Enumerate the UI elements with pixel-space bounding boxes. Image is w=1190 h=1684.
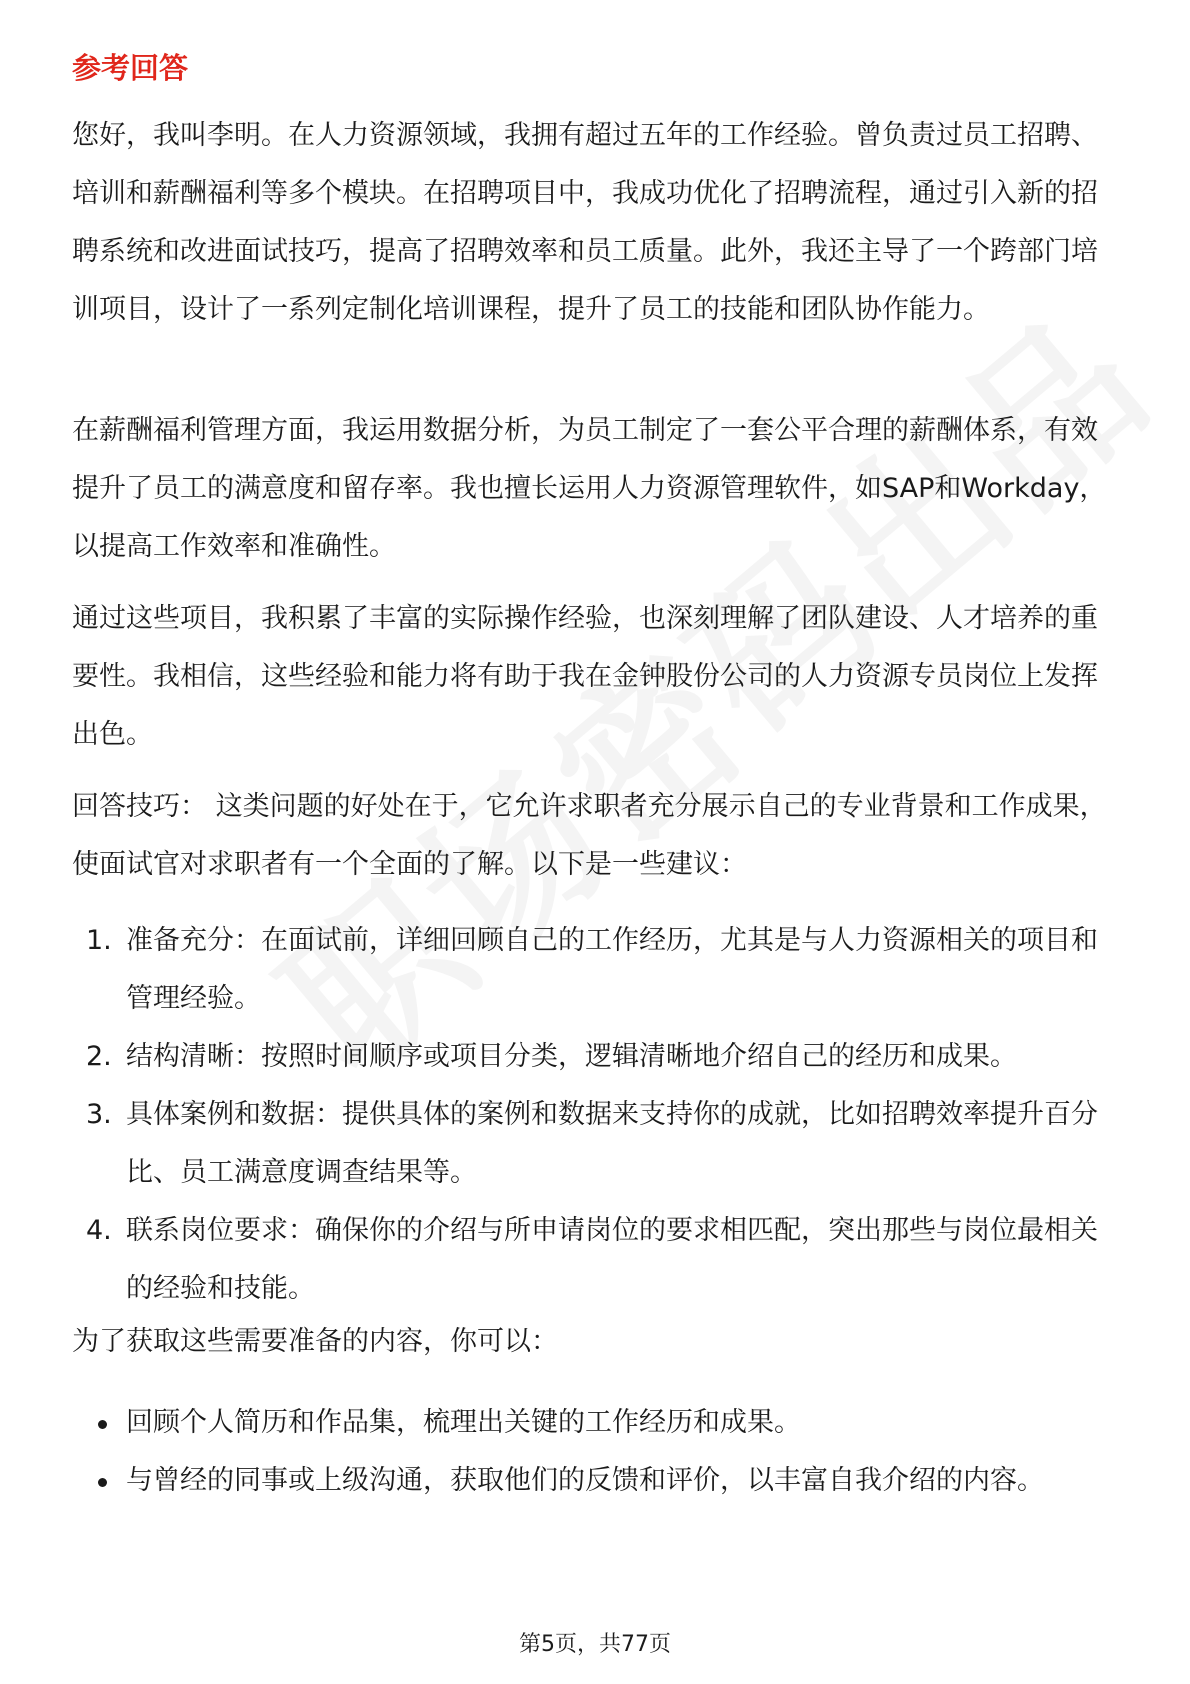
answer-paragraph-2: 在薪酬福利管理方面，我运用数据分析，为员工制定了一套公平合理的薪酬体系，有效提升了员工的满意度和留存率。我也擅长运用人力资源管理软件，如SAP和Workday，以提高工作效率和准确性。 (72, 415, 1107, 562)
list-item-text: 结构清晰：按照时间顺序或项目分类，逻辑清晰地介绍自己的经历和成果。 (126, 1041, 1017, 1072)
tips-list (72, 912, 1124, 1318)
bullet-item (72, 1452, 1124, 1510)
list-item-number: 3. (86, 1099, 112, 1130)
bullet-item-text: 回顾个人简历和作品集，梳理出关键的工作经历和成果。 (126, 1407, 801, 1438)
list-item-text: 具体案例和数据：提供具体的案例和数据来支持你的成就，比如招聘效率提升百分比、员工满意度调查结果等。 (126, 1099, 1098, 1188)
prep-bullet-list (72, 1394, 1124, 1510)
tips-intro-paragraph: 回答技巧： 这类问题的好处在于，它允许求职者充分展示自己的专业背景和工作成果，使面试官对求职者有一个全面的了解。以下是一些建议： (72, 791, 1107, 880)
list-item-text: 联系岗位要求：确保你的介绍与所申请岗位的要求相匹配，突出那些与岗位最相关的经验和技能。 (126, 1215, 1098, 1304)
list-item (72, 1202, 1124, 1318)
list-item-number: 4. (86, 1215, 112, 1246)
bullet-item-text: 与曾经的同事或上级沟通，获取他们的反馈和评价，以丰富自我介绍的内容。 (126, 1465, 1044, 1496)
prep-intro-paragraph: 为了获取这些需要准备的内容，你可以： (72, 1326, 558, 1357)
list-item (72, 1086, 1124, 1202)
answer-paragraph-1: 您好，我叫李明。在人力资源领域，我拥有超过五年的工作经验。曾负责过员工招聘、培训和薪酬福利等多个模块。在招聘项目中，我成功优化了招聘流程，通过引入新的招聘系统和改进面试技巧，提高了招聘效率和员工质量。此外，我还主导了一个跨部门培训项目，设计了一系列定制化培训课程，提升了员工的技能和团队协作能力。 (72, 120, 1098, 325)
bullet-dot-icon (98, 1478, 107, 1487)
bullet-dot-icon (98, 1420, 107, 1429)
list-item-text: 准备充分：在面试前，详细回顾自己的工作经历，尤其是与人力资源相关的项目和管理经验。 (126, 925, 1098, 1014)
answer-paragraph-3: 通过这些项目，我积累了丰富的实际操作经验，也深刻理解了团队建设、人才培养的重要性。我相信，这些经验和能力将有助于我在金钟股份公司的人力资源专员岗位上发挥出色。 (72, 603, 1098, 750)
page-number-footer: 第5页，共77页 (519, 1632, 671, 1657)
bullet-item (72, 1394, 1124, 1452)
list-item-number: 1. (86, 925, 112, 956)
list-item (72, 912, 1124, 1028)
section-title: 参考回答 (72, 51, 189, 85)
list-item (72, 1028, 1124, 1086)
list-item-number: 2. (86, 1041, 112, 1072)
